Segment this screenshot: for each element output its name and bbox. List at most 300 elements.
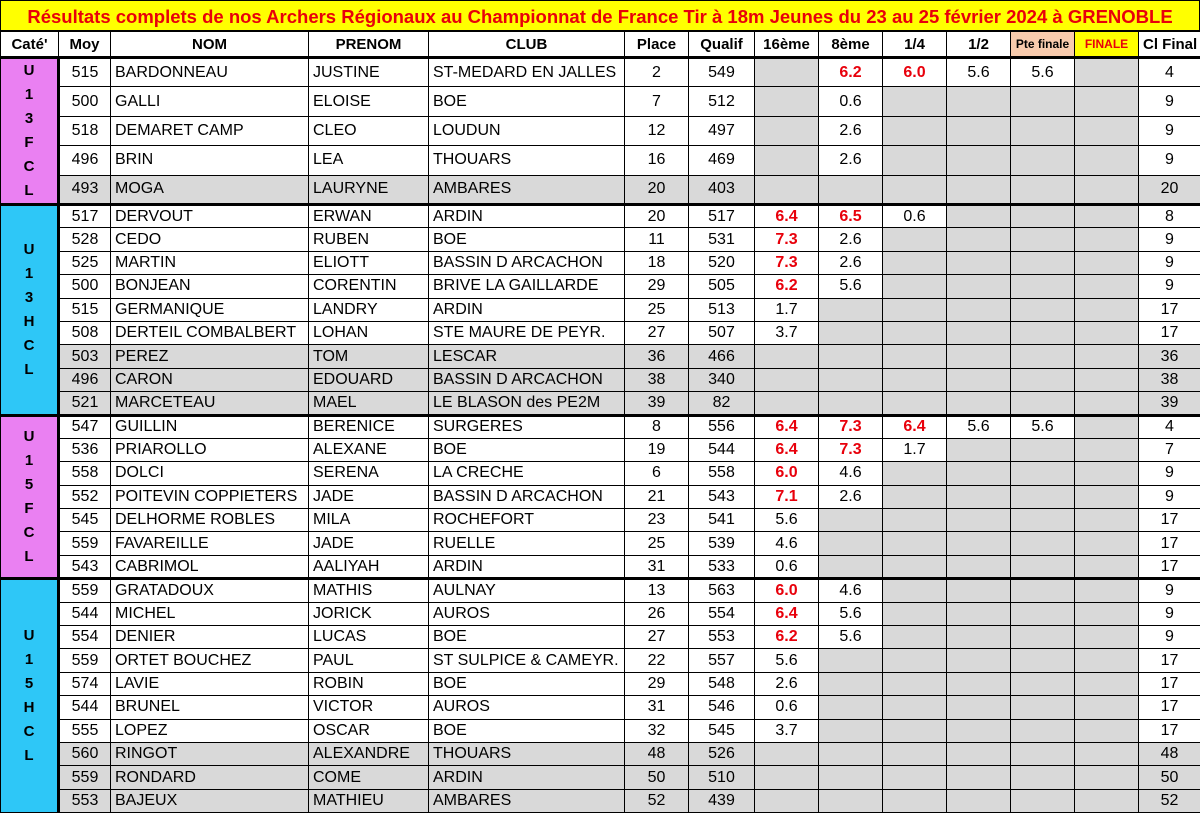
cell-r2 [947, 87, 1011, 116]
cell-qualif: 526 [689, 742, 755, 765]
cell-finale [1075, 532, 1139, 555]
cell-club: LA CRECHE [429, 462, 625, 485]
table-row [1, 415, 1200, 438]
cell-r4 [883, 626, 947, 649]
cell-finale [1075, 719, 1139, 742]
cell-club: ARDIN [429, 298, 625, 321]
cell-r4 [883, 275, 947, 298]
table-row [1, 626, 1200, 649]
cell-moy: 517 [59, 205, 111, 228]
cell-moy: 560 [59, 742, 111, 765]
cell-r8: 0.6 [819, 87, 883, 116]
cell-club: BASSIN D ARCACHON [429, 368, 625, 391]
cell-r4 [883, 649, 947, 672]
cell-finale [1075, 485, 1139, 508]
cell-pte [1011, 626, 1075, 649]
cell-qualif: 512 [689, 87, 755, 116]
cell-moy: 543 [59, 555, 111, 578]
cell-r16 [755, 789, 819, 812]
cell-nom: DELHORME ROBLES [111, 509, 309, 532]
cell-r16 [755, 116, 819, 145]
cell-qualif: 557 [689, 649, 755, 672]
cell-r8 [819, 719, 883, 742]
cell-r2 [947, 462, 1011, 485]
cell-moy: 521 [59, 392, 111, 415]
cell-prenom: MILA [309, 509, 429, 532]
cell-r2 [947, 251, 1011, 274]
cell-nom: ORTET BOUCHEZ [111, 649, 309, 672]
cell-pte [1011, 251, 1075, 274]
cell-finale [1075, 146, 1139, 175]
cell-moy: 496 [59, 146, 111, 175]
cell-nom: BRUNEL [111, 696, 309, 719]
cell-place: 20 [625, 205, 689, 228]
cell-r4 [883, 345, 947, 368]
cell-qualif: 507 [689, 321, 755, 344]
table-row [1, 649, 1200, 672]
cell-r16 [755, 87, 819, 116]
cell-cl: 17 [1139, 321, 1200, 344]
col-header-place: Place [625, 32, 689, 58]
cell-place: 19 [625, 438, 689, 461]
cell-qualif: 556 [689, 415, 755, 438]
cell-pte [1011, 392, 1075, 415]
cell-prenom: PAUL [309, 649, 429, 672]
cell-r4 [883, 392, 947, 415]
cell-club: THOUARS [429, 146, 625, 175]
cell-r4: 1.7 [883, 438, 947, 461]
cell-finale [1075, 626, 1139, 649]
cell-r4: 0.6 [883, 205, 947, 228]
cell-club: BOE [429, 719, 625, 742]
cell-pte [1011, 368, 1075, 391]
cell-club: ST SULPICE & CAMEYR. [429, 649, 625, 672]
cell-r8 [819, 696, 883, 719]
cell-r8: 6.5 [819, 205, 883, 228]
cell-cl: 4 [1139, 58, 1200, 87]
cell-place: 7 [625, 87, 689, 116]
col-header-nom: NOM [111, 32, 309, 58]
cell-prenom: COME [309, 766, 429, 789]
cell-club: BOE [429, 626, 625, 649]
cell-club: BOE [429, 672, 625, 695]
table-row [1, 555, 1200, 578]
col-header-qualif: Qualif [689, 32, 755, 58]
cell-moy: 518 [59, 116, 111, 145]
cell-qualif: 553 [689, 626, 755, 649]
table-row [1, 345, 1200, 368]
cell-prenom: OSCAR [309, 719, 429, 742]
cell-qualif: 82 [689, 392, 755, 415]
table-row [1, 579, 1200, 602]
cell-r16: 6.2 [755, 626, 819, 649]
cell-prenom: SERENA [309, 462, 429, 485]
cell-qualif: 544 [689, 438, 755, 461]
col-header-petite-finale: Pte finale [1011, 32, 1075, 58]
cell-prenom: BERENICE [309, 415, 429, 438]
cell-r2 [947, 321, 1011, 344]
cell-prenom: JUSTINE [309, 58, 429, 87]
cell-club: SURGERES [429, 415, 625, 438]
cell-moy: 544 [59, 602, 111, 625]
cell-r16: 6.0 [755, 462, 819, 485]
cell-moy: 528 [59, 228, 111, 251]
cell-club: THOUARS [429, 742, 625, 765]
cell-place: 12 [625, 116, 689, 145]
cell-r2 [947, 742, 1011, 765]
cell-prenom: JORICK [309, 602, 429, 625]
cell-club: ARDIN [429, 766, 625, 789]
cell-r16: 3.7 [755, 321, 819, 344]
cell-r8 [819, 509, 883, 532]
cell-place: 38 [625, 368, 689, 391]
cell-r2 [947, 719, 1011, 742]
cell-pte [1011, 649, 1075, 672]
cell-pte [1011, 485, 1075, 508]
cell-moy: 536 [59, 438, 111, 461]
cell-r8: 2.6 [819, 228, 883, 251]
table-row [1, 87, 1200, 116]
cell-club: BOE [429, 228, 625, 251]
cell-club: BOE [429, 87, 625, 116]
table-row [1, 696, 1200, 719]
cell-r2 [947, 205, 1011, 228]
cell-nom: CABRIMOL [111, 555, 309, 578]
cell-nom: BAJEUX [111, 789, 309, 812]
cell-cl: 7 [1139, 438, 1200, 461]
cell-qualif: 548 [689, 672, 755, 695]
cell-finale [1075, 58, 1139, 87]
cell-moy: 503 [59, 345, 111, 368]
cell-pte [1011, 116, 1075, 145]
cell-nom: RONDARD [111, 766, 309, 789]
cell-r4 [883, 509, 947, 532]
cell-qualif: 513 [689, 298, 755, 321]
cell-prenom: ROBIN [309, 672, 429, 695]
cell-cl: 9 [1139, 626, 1200, 649]
cell-r2 [947, 532, 1011, 555]
cell-cl: 17 [1139, 672, 1200, 695]
cell-qualif: 539 [689, 532, 755, 555]
cell-pte [1011, 438, 1075, 461]
cell-r4 [883, 696, 947, 719]
table-row [1, 228, 1200, 251]
cell-finale [1075, 462, 1139, 485]
col-header-quart: 1/4 [883, 32, 947, 58]
cell-qualif: 546 [689, 696, 755, 719]
cell-r2 [947, 368, 1011, 391]
cell-pte [1011, 275, 1075, 298]
cell-r16 [755, 392, 819, 415]
cell-place: 32 [625, 719, 689, 742]
table-row [1, 251, 1200, 274]
cell-moy: 545 [59, 509, 111, 532]
table-row [1, 462, 1200, 485]
cell-place: 22 [625, 649, 689, 672]
cell-r8: 7.3 [819, 415, 883, 438]
cell-club: AUROS [429, 696, 625, 719]
cell-club: LOUDUN [429, 116, 625, 145]
cell-r4: 6.4 [883, 415, 947, 438]
cell-r2 [947, 485, 1011, 508]
cell-finale [1075, 696, 1139, 719]
cell-r2 [947, 555, 1011, 578]
cell-place: 48 [625, 742, 689, 765]
cell-cl: 17 [1139, 532, 1200, 555]
cell-r2 [947, 228, 1011, 251]
cell-qualif: 545 [689, 719, 755, 742]
cell-pte [1011, 789, 1075, 812]
cell-nom: DEMARET CAMP [111, 116, 309, 145]
cell-nom: RINGOT [111, 742, 309, 765]
col-header-club: CLUB [429, 32, 625, 58]
table-row [1, 789, 1200, 812]
cell-moy: 559 [59, 766, 111, 789]
cell-cl: 20 [1139, 175, 1200, 204]
cell-r16 [755, 345, 819, 368]
cell-nom: DERTEIL COMBALBERT [111, 321, 309, 344]
cell-moy: 515 [59, 58, 111, 87]
cell-r16: 6.0 [755, 579, 819, 602]
cell-prenom: MAEL [309, 392, 429, 415]
cell-cl: 17 [1139, 555, 1200, 578]
cell-prenom: RUBEN [309, 228, 429, 251]
cell-prenom: ALEXANDRE [309, 742, 429, 765]
cell-pte [1011, 175, 1075, 204]
cell-r16: 5.6 [755, 509, 819, 532]
cell-place: 23 [625, 509, 689, 532]
cell-r4 [883, 719, 947, 742]
cell-finale [1075, 649, 1139, 672]
category-cell [1, 58, 59, 205]
cell-pte [1011, 555, 1075, 578]
cell-qualif: 563 [689, 579, 755, 602]
cell-club: BASSIN D ARCACHON [429, 485, 625, 508]
cell-r16: 5.6 [755, 649, 819, 672]
cell-nom: PEREZ [111, 345, 309, 368]
cell-r8: 2.6 [819, 146, 883, 175]
cell-moy: 559 [59, 532, 111, 555]
table-row [1, 146, 1200, 175]
table-row [1, 298, 1200, 321]
cell-cl: 38 [1139, 368, 1200, 391]
cell-r8: 4.6 [819, 462, 883, 485]
cell-cl: 9 [1139, 87, 1200, 116]
cell-r8: 2.6 [819, 116, 883, 145]
table-row [1, 672, 1200, 695]
cell-club: AULNAY [429, 579, 625, 602]
cell-r16 [755, 58, 819, 87]
cell-r8 [819, 392, 883, 415]
cell-prenom: JADE [309, 532, 429, 555]
cell-r2 [947, 602, 1011, 625]
cell-place: 26 [625, 602, 689, 625]
cell-r8 [819, 766, 883, 789]
cell-r8 [819, 175, 883, 204]
cell-r8 [819, 321, 883, 344]
cell-cl: 9 [1139, 228, 1200, 251]
cell-finale [1075, 438, 1139, 461]
cell-place: 6 [625, 462, 689, 485]
cell-finale [1075, 415, 1139, 438]
cell-qualif: 517 [689, 205, 755, 228]
col-header-cat: Caté' [1, 32, 59, 58]
cell-r2 [947, 392, 1011, 415]
cell-r2 [947, 649, 1011, 672]
cell-finale [1075, 789, 1139, 812]
cell-place: 52 [625, 789, 689, 812]
cell-pte [1011, 742, 1075, 765]
cell-r2 [947, 672, 1011, 695]
cell-pte [1011, 509, 1075, 532]
col-header-finale: FINALE [1075, 32, 1139, 58]
cell-r4 [883, 602, 947, 625]
cell-club: ROCHEFORT [429, 509, 625, 532]
cell-qualif: 439 [689, 789, 755, 812]
table-row [1, 766, 1200, 789]
cell-r4 [883, 742, 947, 765]
cell-r2 [947, 298, 1011, 321]
cell-r2 [947, 438, 1011, 461]
cell-r16: 3.7 [755, 719, 819, 742]
cell-r16: 7.1 [755, 485, 819, 508]
cell-prenom: LEA [309, 146, 429, 175]
cell-cl: 9 [1139, 116, 1200, 145]
cell-r4 [883, 766, 947, 789]
cell-nom: GALLI [111, 87, 309, 116]
cell-finale [1075, 368, 1139, 391]
cell-moy: 500 [59, 275, 111, 298]
col-header-8eme: 8ème [819, 32, 883, 58]
cell-prenom: LOHAN [309, 321, 429, 344]
cell-place: 11 [625, 228, 689, 251]
cell-qualif: 531 [689, 228, 755, 251]
cell-finale [1075, 392, 1139, 415]
cell-r8 [819, 649, 883, 672]
cell-r8 [819, 672, 883, 695]
cell-place: 2 [625, 58, 689, 87]
cell-moy: 555 [59, 719, 111, 742]
cell-r2 [947, 789, 1011, 812]
cell-r16: 2.6 [755, 672, 819, 695]
cell-place: 25 [625, 532, 689, 555]
cell-nom: MOGA [111, 175, 309, 204]
cell-r8 [819, 555, 883, 578]
cell-r4 [883, 672, 947, 695]
cell-moy: 574 [59, 672, 111, 695]
cell-pte [1011, 696, 1075, 719]
cell-club: BRIVE LA GAILLARDE [429, 275, 625, 298]
cell-r4 [883, 532, 947, 555]
cell-nom: GERMANIQUE [111, 298, 309, 321]
cell-r2 [947, 275, 1011, 298]
cell-place: 31 [625, 696, 689, 719]
cell-nom: BRIN [111, 146, 309, 175]
cell-pte [1011, 146, 1075, 175]
cell-r16: 6.2 [755, 275, 819, 298]
cell-pte [1011, 87, 1075, 116]
cell-pte [1011, 602, 1075, 625]
cell-club: LESCAR [429, 345, 625, 368]
cell-r8 [819, 298, 883, 321]
cell-club: ARDIN [429, 205, 625, 228]
cell-r8 [819, 345, 883, 368]
cell-pte [1011, 205, 1075, 228]
cell-prenom: ALEXANE [309, 438, 429, 461]
cell-place: 39 [625, 392, 689, 415]
cell-pte [1011, 672, 1075, 695]
cell-cl: 9 [1139, 462, 1200, 485]
cell-finale [1075, 672, 1139, 695]
table-row [1, 485, 1200, 508]
cell-prenom: ERWAN [309, 205, 429, 228]
cell-r2 [947, 116, 1011, 145]
table-row [1, 205, 1200, 228]
table-row [1, 742, 1200, 765]
cell-cl: 9 [1139, 275, 1200, 298]
cell-r4: 6.0 [883, 58, 947, 87]
cell-club: RUELLE [429, 532, 625, 555]
category-label: U 1 3 H C L [23, 240, 35, 378]
cell-qualif: 466 [689, 345, 755, 368]
cell-cl: 17 [1139, 298, 1200, 321]
cell-qualif: 558 [689, 462, 755, 485]
cell-nom: MARTIN [111, 251, 309, 274]
cell-finale [1075, 555, 1139, 578]
cell-cl: 9 [1139, 579, 1200, 602]
cell-r2 [947, 626, 1011, 649]
cell-place: 13 [625, 579, 689, 602]
table-row [1, 58, 1200, 87]
cell-place: 31 [625, 555, 689, 578]
cell-place: 29 [625, 672, 689, 695]
cell-cl: 17 [1139, 696, 1200, 719]
cell-place: 50 [625, 766, 689, 789]
cell-cl: 17 [1139, 649, 1200, 672]
cell-r16: 6.4 [755, 205, 819, 228]
cell-cl: 36 [1139, 345, 1200, 368]
cell-club: BOE [429, 438, 625, 461]
cell-qualif: 543 [689, 485, 755, 508]
cell-nom: MARCETEAU [111, 392, 309, 415]
cell-moy: 553 [59, 789, 111, 812]
cell-pte [1011, 532, 1075, 555]
cell-qualif: 505 [689, 275, 755, 298]
cell-finale [1075, 275, 1139, 298]
cell-qualif: 541 [689, 509, 755, 532]
cell-finale [1075, 228, 1139, 251]
cell-cl: 52 [1139, 789, 1200, 812]
cell-finale [1075, 742, 1139, 765]
cell-r8 [819, 532, 883, 555]
cell-pte [1011, 345, 1075, 368]
cell-place: 8 [625, 415, 689, 438]
cell-r8: 2.6 [819, 251, 883, 274]
table-row [1, 321, 1200, 344]
cell-moy: 554 [59, 626, 111, 649]
cell-r2: 5.6 [947, 58, 1011, 87]
cell-r8: 5.6 [819, 626, 883, 649]
cell-finale [1075, 579, 1139, 602]
table-row [1, 175, 1200, 204]
cell-prenom: CORENTIN [309, 275, 429, 298]
cell-prenom: VICTOR [309, 696, 429, 719]
col-header-moy: Moy [59, 32, 111, 58]
header-row [1, 32, 1200, 58]
cell-nom: DERVOUT [111, 205, 309, 228]
cell-nom: BONJEAN [111, 275, 309, 298]
category-label: U 1 5 F C L [23, 427, 35, 565]
